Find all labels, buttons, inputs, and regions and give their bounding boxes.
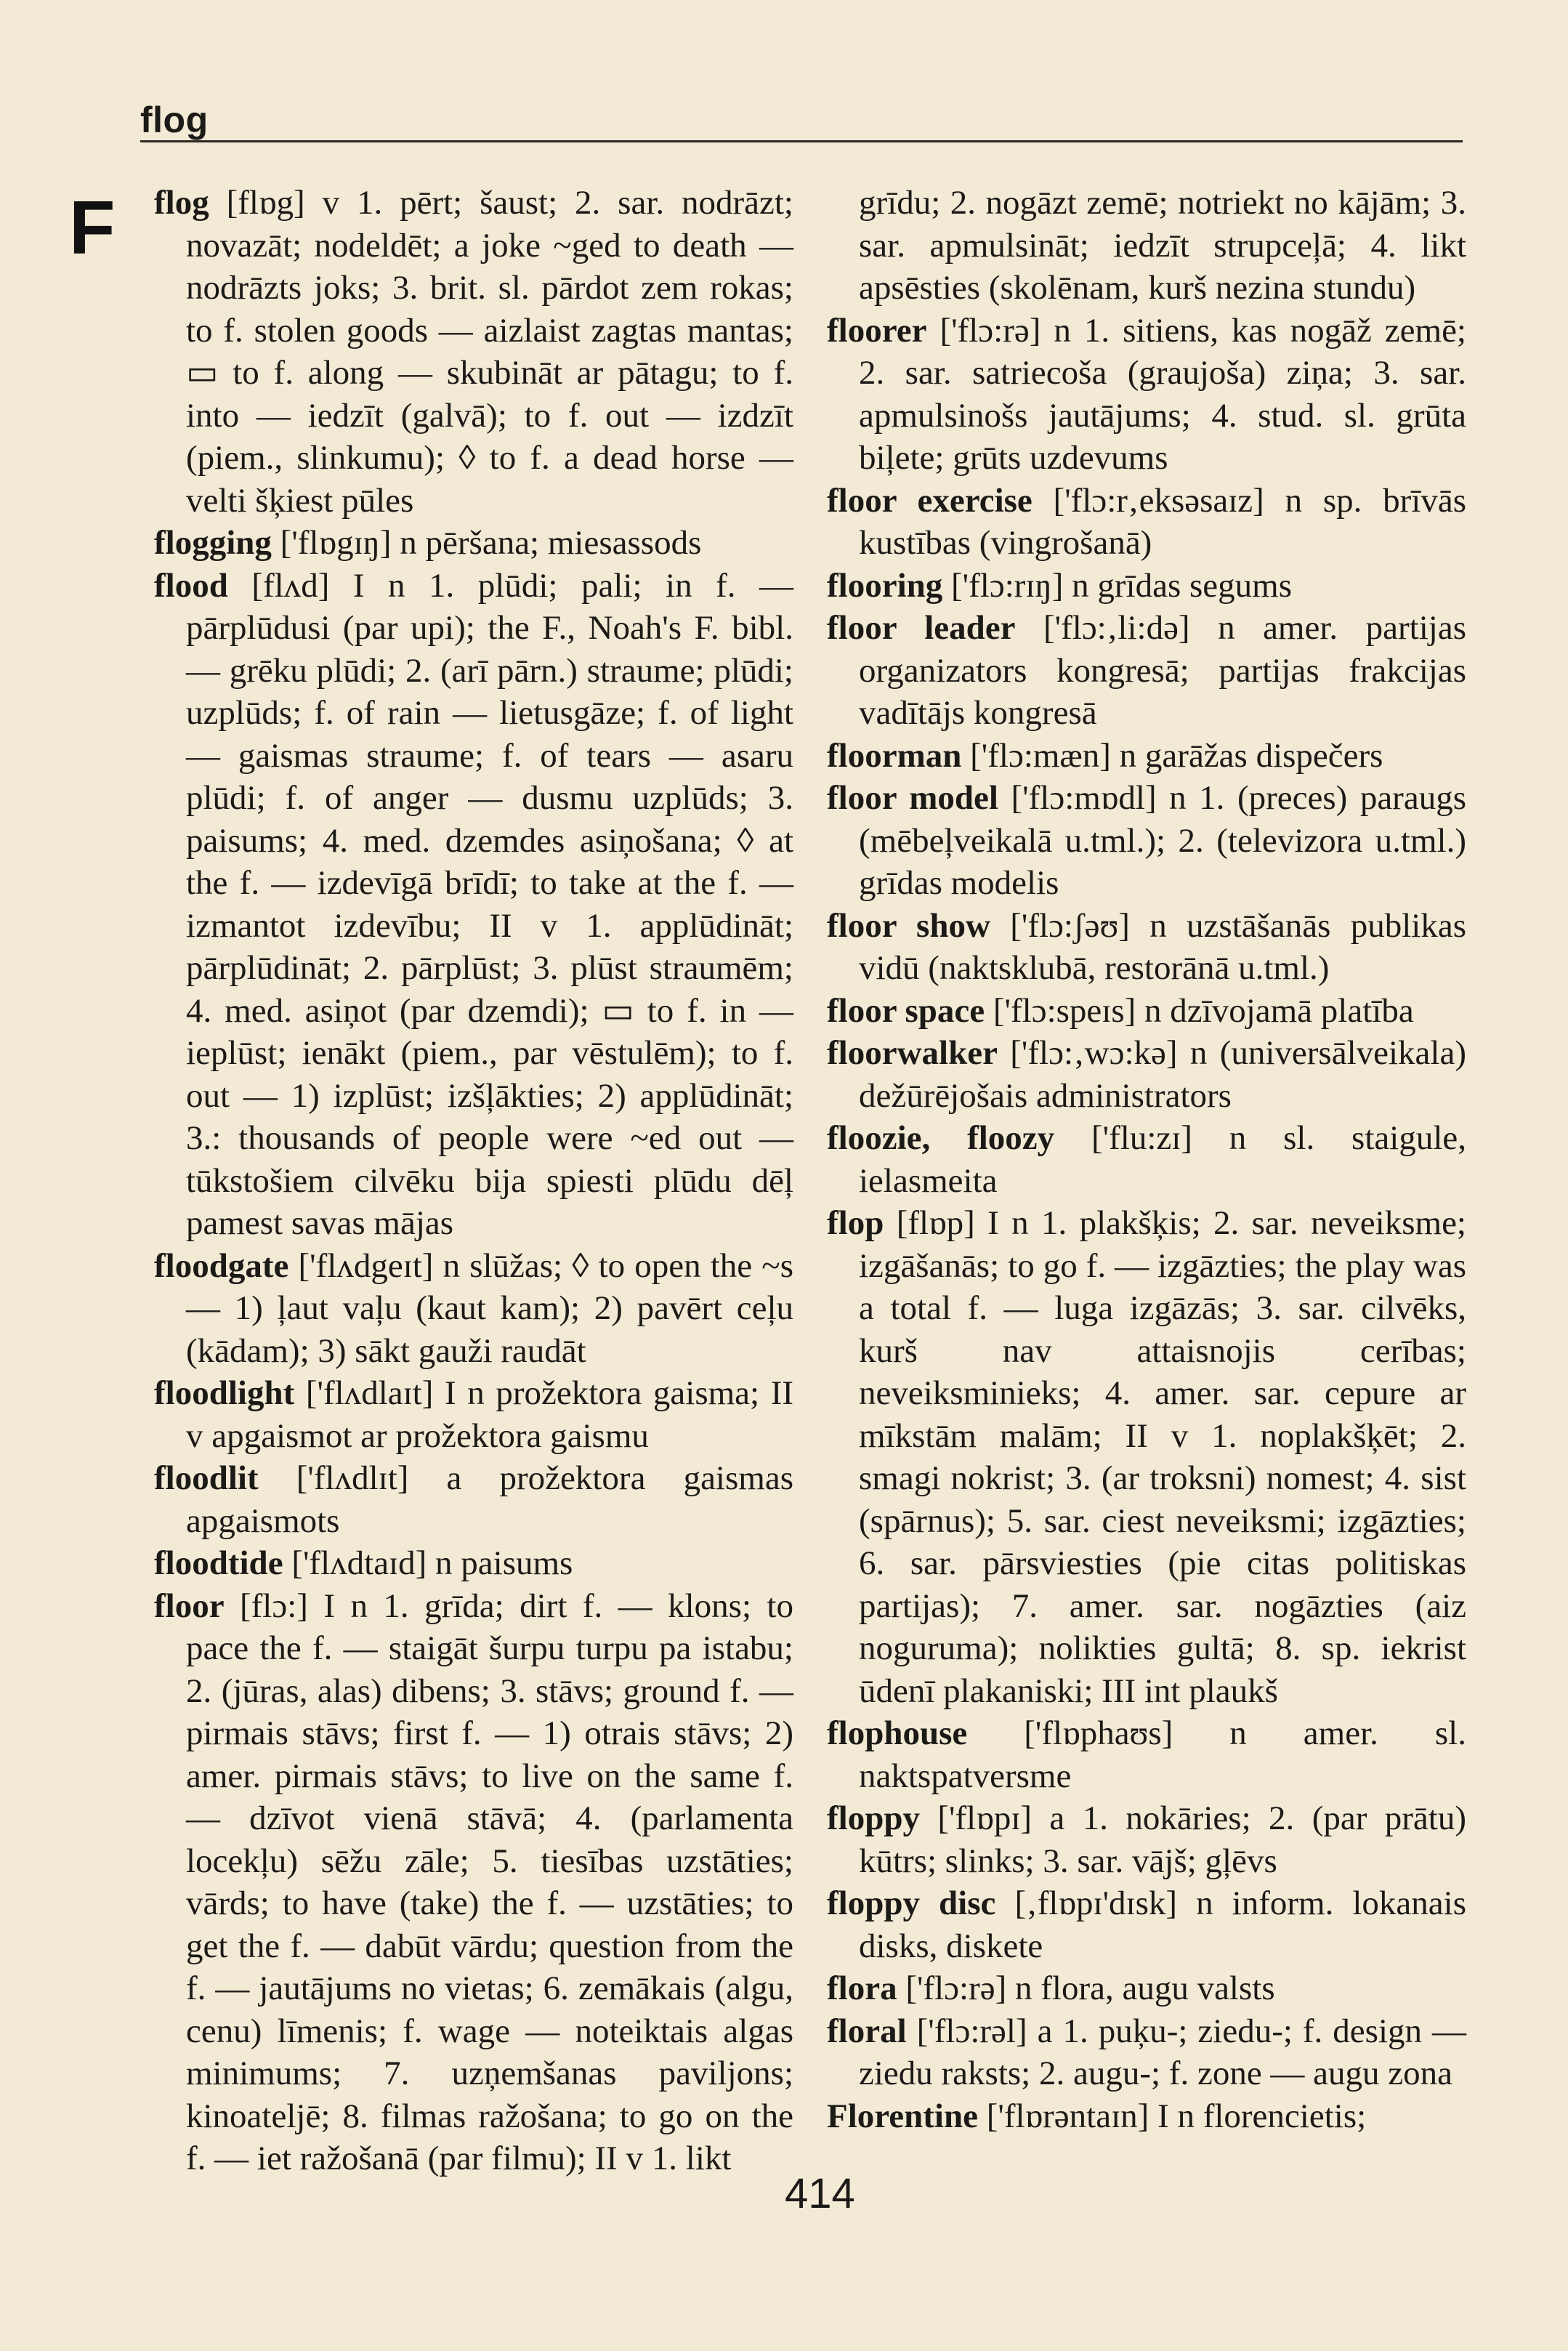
entry-headword: floodgate	[154, 1246, 289, 1285]
dictionary-entry	[827, 1032, 1466, 1117]
dictionary-entry	[827, 1712, 1466, 1797]
entry-headword: floor exercise	[827, 481, 1032, 520]
entry-headword: floor show	[827, 906, 990, 945]
dictionary-entry	[827, 565, 1466, 608]
entry-headword: flophouse	[827, 1714, 968, 1752]
entry-definition: ['flɔ:r‚eksəsaɪz] n sp. brīvās kustības (vingrošanā)	[859, 481, 1466, 562]
entry-headword: flood	[154, 566, 228, 605]
entry-headword: flog	[154, 184, 209, 222]
entry-headword: floor model	[827, 779, 998, 817]
dictionary-entry	[154, 1245, 793, 1373]
dictionary-entry	[827, 480, 1466, 565]
dictionary-entry	[827, 777, 1466, 905]
entry-headword: floodlit	[154, 1459, 259, 1497]
dictionary-entry	[154, 1542, 793, 1585]
thumb-index-letter: F	[69, 186, 116, 270]
entry-headword: floor leader	[827, 609, 1016, 647]
entry-definition: ['flɔ:rə] n flora, augu valsts	[897, 1969, 1275, 2007]
entry-headword: floppy disc	[827, 1884, 996, 1922]
entry-definition: ['flʌdtaɪd] n paisums	[283, 1544, 573, 1582]
entry-definition: [flɒg] v 1. pērt; šaust; 2. sar. nodrāzt; novazāt; nodeldēt; a joke ~ged to death — nodrāzts joks; 3. brit. sl. pārdot zem rokas; to f. stolen goods — aizlaist zagtas mantas; ▭ to f. along — skubināt ar pātagu; to f. into — iedzīt (galvā); to f. out — izdzīt (piem., slinkumu); ◊ to f. a dead horse — velti šķiest pūles	[186, 184, 793, 520]
dictionary-entry	[827, 1117, 1466, 1202]
entry-headword: floorer	[827, 311, 927, 350]
entry-definition: [‚flɒpɪ'dɪsk] n inform. lokanais disks, diskete	[859, 1884, 1466, 1965]
entry-headword: flooring	[827, 566, 943, 605]
entry-definition: ['flɔ:rɪŋ] n grīdas segums	[942, 566, 1292, 605]
dictionary-entry	[827, 990, 1466, 1033]
running-head: flog	[140, 100, 209, 140]
dictionary-entry	[827, 182, 1466, 310]
left-column	[154, 182, 793, 2180]
dictionary-entry	[154, 522, 793, 565]
entry-definition: ['flɔ:rə] n 1. sitiens, kas nogāž zemē; 2. sar. satriecoša (graujoša) ziņa; 3. sar. apmulsinošs jautājums; 4. stud. sl. grūta biļete; grūts uzdevums	[859, 311, 1466, 477]
entry-headword: floorwalker	[827, 1034, 998, 1072]
entry-definition: ['flɔ:mɒdl] n 1. (preces) paraugs (mēbeļveikalā u.tml.); 2. (televizora u.tml.) grīdas modelis	[859, 779, 1466, 902]
dictionary-entry	[827, 1797, 1466, 1882]
entry-headword: floor	[154, 1586, 225, 1625]
dictionary-entry	[827, 2095, 1466, 2138]
page-number: 414	[785, 2170, 855, 2217]
entry-headword: floorman	[827, 736, 962, 775]
entry-definition: ['flɔ:mæn] n garāžas dispečers	[961, 736, 1383, 775]
entry-headword: flogging	[154, 524, 272, 562]
dictionary-entry	[827, 1882, 1466, 1967]
entry-headword: floor space	[827, 991, 985, 1030]
dictionary-entry	[827, 1202, 1466, 1712]
entry-headword: floral	[827, 2012, 907, 2050]
entry-definition: ['flɒphaʊs] n amer. sl. naktspatversme	[859, 1714, 1466, 1795]
dictionary-entry	[827, 1967, 1466, 2010]
dictionary-entry	[154, 182, 793, 522]
entry-headword: floppy	[827, 1799, 920, 1837]
dictionary-entry	[827, 310, 1466, 480]
dictionary-entry	[154, 1585, 793, 2180]
entry-headword: Florentine	[827, 2097, 978, 2135]
dictionary-entry	[827, 607, 1466, 735]
header-rule	[140, 140, 1463, 142]
entry-headword: floodtide	[154, 1544, 283, 1582]
entry-headword: flop	[827, 1204, 884, 1242]
entry-definition: [flʌd] I n 1. plūdi; pali; in f. — pārplūdusi (par upi); the F., Noah's F. bibl. — grēku plūdi; 2. (arī pārn.) straume; plūdi; uzplūds; f. of rain — lietusgāze; f. of light — gaismas straume; f. of tears — asaru plūdi; f. of anger — dusmu uzplūds; 3. paisums; 4. med. dzemdes asiņošana; ◊ at the f. — izdevīgā brīdī; to take at the f. — izmantot izdevību; II v 1. applūdināt; pārplūdināt; 2. pārplūst; 3. plūst straumēm; 4. med. asiņot (par dzemdi); ▭ to f. in — ieplūst; ienākt (piem., par vēstulēm); to f. out — 1) izplūst; izšļākties; 2) applūdināt; 3.: thousands of people were ~ed out — tūkstošiem cilvēku bija spiesti plūdu dēļ pamest savas mājas	[186, 566, 793, 1242]
entry-definition: ['flɒrəntaɪn] I n florencietis;	[978, 2097, 1367, 2135]
entry-headword: floodlight	[154, 1374, 295, 1412]
entry-definition: ['flɔ:‚wɔ:kə] n (universālveikala) dežūrējošais administrators	[859, 1034, 1466, 1115]
entry-definition: ['flɒpɪ] a 1. nokāries; 2. (par prātu) kūtrs; slinks; 3. sar. vājš; gļēvs	[859, 1799, 1466, 1880]
entry-definition: ['flɔ:ʃəʊ] n uzstāšanās publikas vidū (naktsklubā, restorānā u.tml.)	[859, 906, 1466, 987]
entry-definition: ['flɔ:‚li:də] n amer. partijas organizators kongresā; partijas frakcijas vadītājs kongresā	[859, 609, 1466, 732]
entry-definition: ['flɔ:speɪs] n dzīvojamā platība	[985, 991, 1414, 1030]
dictionary-entry	[827, 2010, 1466, 2095]
dictionary-entry	[827, 735, 1466, 778]
entry-definition: ['flʌdgeɪt] n slūžas; ◊ to open the ~s — 1) ļaut vaļu (kaut kam); 2) pavērt ceļu (kādam); 3) sākt gauži raudāt	[186, 1246, 793, 1370]
right-column	[827, 182, 1466, 2137]
entry-definition: grīdu; 2. nogāzt zemē; notriekt no kājām; 3. sar. apmulsināt; iedzīt strupceļā; 4. likt apsēsties (skolēnam, kurš nezina stundu)	[859, 184, 1466, 307]
dictionary-entry	[154, 1372, 793, 1457]
entry-definition: [flɒp] I n 1. plakšķis; 2. sar. neveiksme; izgāšanās; to go f. — izgāzties; the play was a total f. — luga izgāzās; 3. sar. cilvēks, kurš nav attaisnojis cerības; neveiksminieks; 4. amer. sar. cepure ar mīkstām malām; II v 1. noplakšķēt; 2. smagi nokrist; 3. (ar troksni) nomest; 4. sist (spārnus); 5. sar. ciest neveiksmi; izgāzties; 6. sar. pārsviesties (pie citas politiskas partijas); 7. amer. sar. nogāzties (aiz noguruma); nolikties gultā; 8. sp. iekrist ūdenī plakaniski; III int plaukš	[859, 1204, 1466, 1710]
entry-definition: ['flɒgɪŋ] n pēršana; miesassods	[271, 524, 702, 562]
entry-headword: flora	[827, 1969, 897, 2007]
entry-definition: ['flʌdlɪt] a prožektora gaismas apgaismots	[186, 1459, 793, 1540]
entry-definition: ['flɔ:rəl] a 1. puķu-; ziedu-; f. design — ziedu raksts; 2. augu-; f. zone — augu zona	[859, 2012, 1466, 2092]
entry-definition: [flɔ:] I n 1. grīda; dirt f. — klons; to pace the f. — staigāt šurpu turpu pa istabu; 2. (jūras, alas) dibens; 3. stāvs; ground f. — pirmais stāvs; first f. — 1) otrais stāvs; 2) amer. pirmais stāvs; to live on the same f. — dzīvot vienā stāvā; 4. (parlamenta locekļu) sēžu zāle; 5. tiesības uzstāties; vārds; to have (take) the f. — uzstāties; to get the f. — dabūt vārdu; question from the f. — jautājums no vietas; 6. zemākais (algu, cenu) līmenis; f. wage — noteiktais algas minimums; 7. uzņemšanas paviljons; kinoateljē; 8. filmas ražošana; to go on the f. — iet ražošanā (par filmu); II v 1. likt	[186, 1586, 793, 2177]
entry-definition: ['flʌdlaɪt] I n prožektora gaisma; II v apgaismot ar prožektora gaismu	[186, 1374, 793, 1455]
dictionary-entry	[154, 1457, 793, 1542]
entry-definition: ['flu:zɪ] n sl. staigule, ielasmeita	[859, 1119, 1466, 1200]
entry-headword: floozie, floozy	[827, 1119, 1055, 1157]
dictionary-entry	[827, 905, 1466, 990]
dictionary-entry	[154, 565, 793, 1245]
